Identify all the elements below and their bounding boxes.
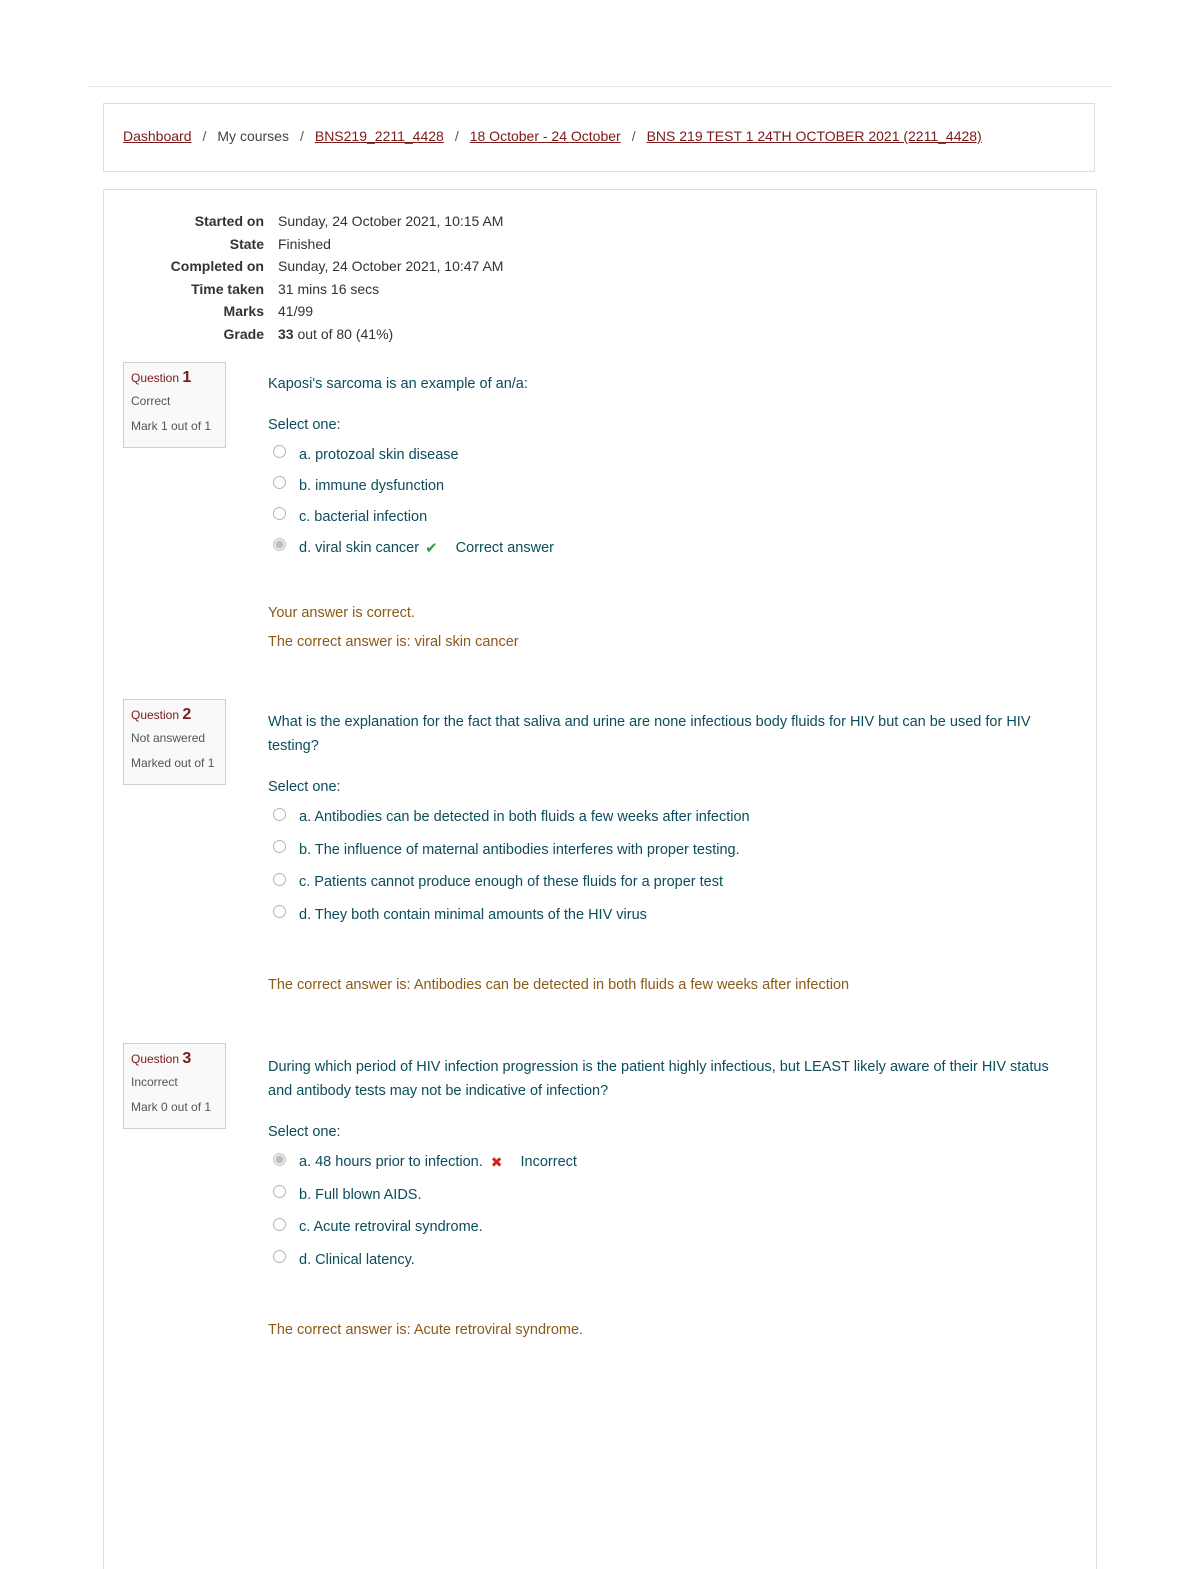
- summary-value: 31 mins 16 secs: [278, 280, 380, 297]
- radio-icon[interactable]: [273, 1250, 286, 1263]
- cross-icon: ✖: [490, 1153, 503, 1170]
- question-state: Not answered: [131, 731, 206, 745]
- summary-value: Sunday, 24 October 2021, 10:47 AM: [278, 258, 504, 275]
- question-number-value: 1: [182, 369, 192, 386]
- question-grade: Mark 1 out of 1: [131, 419, 212, 433]
- question-number: [131, 369, 218, 387]
- question-text: Kaposi's sarcoma is an example of an/a:: [268, 376, 528, 392]
- radio-icon[interactable]: [273, 1153, 286, 1166]
- summary-label: Marks: [223, 303, 264, 320]
- answer-label: b. immune dysfunction: [299, 477, 445, 494]
- answer-option-c[interactable]: [268, 1211, 1058, 1244]
- answer-option-d[interactable]: [268, 532, 1058, 563]
- answer-label: d. They both contain minimal amounts of the HIV virus: [299, 906, 647, 923]
- answer-feedback: Correct answer: [455, 539, 554, 556]
- question-content-3: [268, 1055, 1058, 1338]
- attempt-summary-table: [164, 210, 503, 346]
- breadcrumb-container: [103, 103, 1095, 172]
- question-prefix: Question: [131, 708, 180, 722]
- breadcrumb-separator: /: [202, 128, 207, 144]
- summary-row-completed: [164, 255, 503, 278]
- select-one-label: Select one:: [268, 779, 341, 795]
- grade-rest: out of 80 (41%): [293, 325, 394, 342]
- breadcrumb-separator: /: [454, 128, 459, 144]
- quiz-review-container: [103, 189, 1097, 1569]
- radio-icon[interactable]: [273, 476, 286, 489]
- answer-label: d. viral skin cancer: [299, 539, 420, 556]
- summary-row-grade: [164, 323, 503, 346]
- radio-icon[interactable]: [273, 445, 286, 458]
- breadcrumb-quiz-link[interactable]: BNS 219 TEST 1 24TH OCTOBER 2021 (2211_4428): [646, 128, 982, 144]
- summary-value: [264, 323, 393, 346]
- summary-row-marks: [164, 300, 503, 323]
- select-one-label: Select one:: [268, 417, 341, 433]
- answer-option-d[interactable]: [268, 899, 1058, 932]
- breadcrumb-section-link[interactable]: 18 October - 24 October: [469, 128, 621, 144]
- breadcrumb-dashboard-link[interactable]: Dashboard: [123, 128, 192, 144]
- answer-option-d[interactable]: [268, 1244, 1058, 1277]
- radio-icon[interactable]: [273, 808, 286, 821]
- radio-icon[interactable]: [273, 538, 286, 551]
- answer-label: a. protozoal skin disease: [299, 446, 459, 463]
- summary-value: Finished: [278, 235, 331, 252]
- breadcrumb-course-link[interactable]: BNS219_2211_4428: [314, 128, 444, 144]
- answer-label: c. bacterial infection: [299, 508, 428, 525]
- answer-outcome: Your answer is correct.: [268, 605, 415, 621]
- radio-icon[interactable]: [273, 873, 286, 886]
- answer-label: a. Antibodies can be detected in both fluids a few weeks after infection: [299, 809, 750, 826]
- answer-option-b[interactable]: [268, 834, 1058, 867]
- radio-icon[interactable]: [273, 1218, 286, 1231]
- radio-icon[interactable]: [273, 905, 286, 918]
- answer-label: c. Patients cannot produce enough of these fluids for a proper test: [299, 874, 723, 891]
- answer-feedback: Incorrect: [520, 1154, 577, 1171]
- breadcrumb-my-courses: My courses: [217, 128, 289, 144]
- question-content-1: [268, 372, 1058, 650]
- answer-option-a[interactable]: [268, 801, 1058, 834]
- summary-row-time-taken: [164, 278, 503, 301]
- answer-option-b[interactable]: [268, 1179, 1058, 1212]
- question-grade: Mark 0 out of 1: [131, 1100, 212, 1114]
- answer-label: c. Acute retroviral syndrome.: [299, 1219, 483, 1236]
- question-number-value: 2: [182, 706, 192, 723]
- answer-label: b. The influence of maternal antibodies interferes with proper testing.: [299, 841, 740, 858]
- question-content-2: [268, 710, 1058, 993]
- question-text: During which period of HIV infection progression is the patient highly infectious, but LEAST likely aware of their HIV status and antibody tests may not be indicative of infection?: [268, 1059, 1049, 1099]
- question-prefix: Question: [131, 371, 180, 385]
- summary-row-started: [164, 210, 503, 233]
- summary-value: Sunday, 24 October 2021, 10:15 AM: [278, 213, 504, 229]
- question-info-3: [123, 1043, 226, 1129]
- answer-label: d. Clinical latency.: [299, 1251, 415, 1268]
- answer-label: b. Full blown AIDS.: [299, 1186, 422, 1203]
- question-prefix: Question: [131, 1052, 180, 1066]
- answer-list: [268, 439, 1058, 563]
- right-answer: The correct answer is: viral skin cancer: [268, 634, 519, 650]
- question-info-1: [123, 362, 226, 448]
- radio-icon[interactable]: [273, 507, 286, 520]
- summary-label: Completed on: [170, 258, 264, 275]
- answer-list: [268, 1146, 1058, 1276]
- radio-icon[interactable]: [273, 1185, 286, 1198]
- question-number: [131, 706, 218, 724]
- summary-label: Grade: [223, 325, 264, 342]
- summary-row-state: [164, 233, 503, 256]
- answer-list: [268, 801, 1058, 931]
- question-state: Correct: [131, 394, 171, 408]
- answer-option-b[interactable]: [268, 470, 1058, 501]
- summary-label: State: [229, 235, 264, 252]
- question-number: [131, 1050, 218, 1068]
- breadcrumb-separator: /: [631, 128, 636, 144]
- grade-score: 33: [278, 325, 294, 342]
- breadcrumb-separator: /: [299, 128, 304, 144]
- right-answer: The correct answer is: Antibodies can be detected in both fluids a few weeks after infection: [268, 977, 850, 993]
- question-grade: Marked out of 1: [131, 756, 215, 770]
- radio-icon[interactable]: [273, 840, 286, 853]
- right-answer: The correct answer is: Acute retroviral syndrome.: [268, 1322, 584, 1338]
- summary-label: Time taken: [191, 280, 264, 297]
- summary-value: 41/99: [278, 303, 314, 320]
- top-divider: [88, 86, 1112, 87]
- answer-label: a. 48 hours prior to infection.: [299, 1154, 483, 1171]
- question-number-value: 3: [182, 1050, 192, 1067]
- question-state: Incorrect: [131, 1075, 178, 1089]
- answer-option-a[interactable]: [268, 439, 1058, 470]
- summary-label: Started on: [194, 213, 264, 229]
- answer-option-c[interactable]: [268, 501, 1058, 532]
- question-info-2: [123, 699, 226, 785]
- question-text: What is the explanation for the fact that saliva and urine are none infectious body fluids for HIV but can be used for HIV testing?: [268, 714, 1031, 754]
- breadcrumb: [123, 128, 982, 144]
- select-one-label: Select one:: [268, 1124, 341, 1140]
- check-icon: ✔: [425, 539, 438, 557]
- answer-option-a[interactable]: [268, 1146, 1058, 1179]
- answer-option-c[interactable]: [268, 866, 1058, 899]
